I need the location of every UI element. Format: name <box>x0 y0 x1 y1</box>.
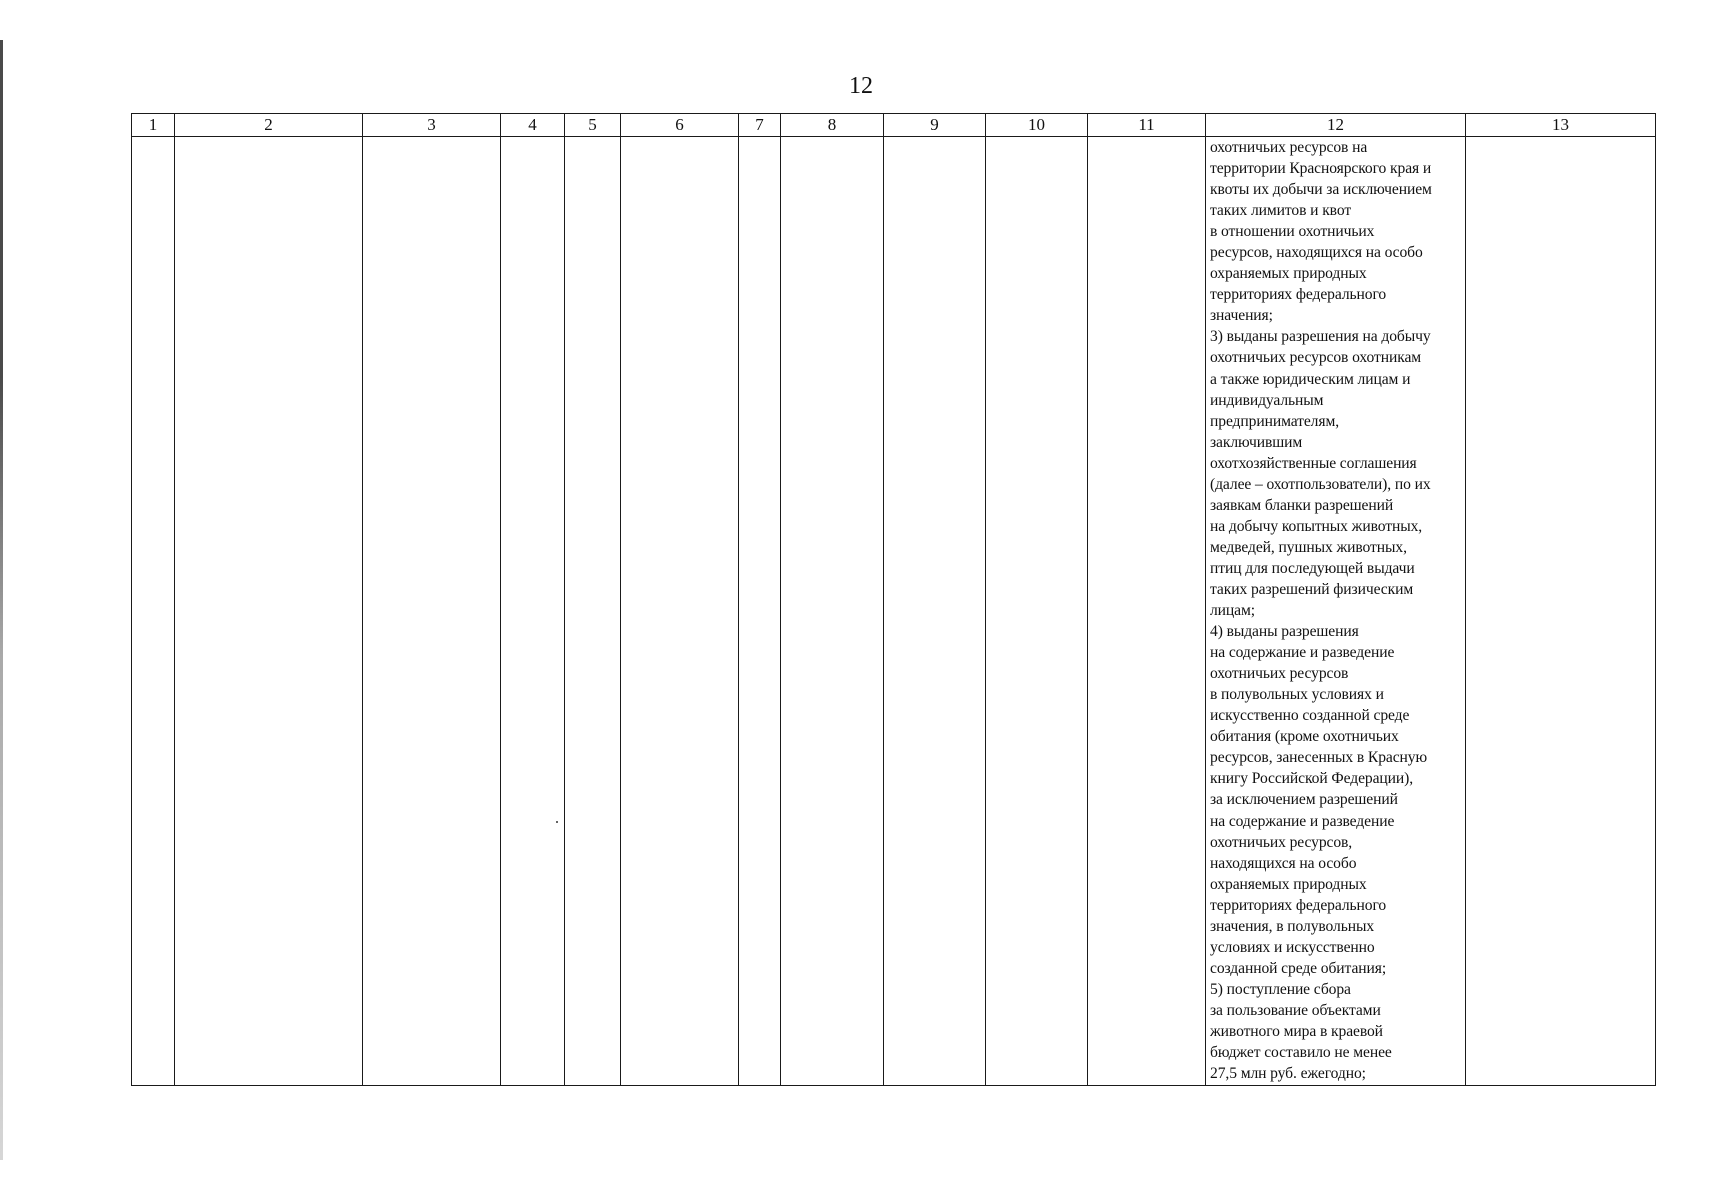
text-line: находящихся на особо <box>1210 854 1357 872</box>
text-line: охотничьих ресурсов охотникам <box>1210 349 1422 367</box>
text-line: обитания (кроме охотничьих <box>1210 728 1399 746</box>
table-cell-col-8 <box>781 137 884 1086</box>
column-header: 1 <box>132 114 175 137</box>
text-line: охотничьих ресурсов <box>1210 665 1349 683</box>
text-line: значения, в полувольных <box>1210 917 1375 935</box>
header-row <box>132 114 1656 137</box>
table-cell-col-3 <box>363 137 501 1086</box>
text-line: книгу Российской Федерации), <box>1210 770 1414 788</box>
text-line: на содержание и разведение <box>1210 644 1395 662</box>
column-header: 9 <box>884 114 986 137</box>
text-line: территориях федерального <box>1210 286 1387 304</box>
text-line: 5) поступление сбора <box>1210 980 1351 998</box>
text-line: бюджет составило не менее <box>1210 1044 1392 1062</box>
text-line: охотничьих ресурсов на <box>1210 139 1368 156</box>
text-line: а также юридическим лицам и <box>1210 370 1411 388</box>
text-line: в полувольных условиях и <box>1210 686 1384 704</box>
table-cell-col-12 <box>1206 137 1466 1086</box>
column-header: 2 <box>175 114 363 137</box>
text-line: за исключением разрешений <box>1210 791 1398 809</box>
text-line: условиях и искусственно <box>1210 938 1375 956</box>
text-line: 27,5 млн руб. ежегодно; <box>1210 1065 1366 1083</box>
column-header: 5 <box>565 114 621 137</box>
text-line: предпринимателям, <box>1210 412 1340 430</box>
column-12-text <box>1206 137 1465 1084</box>
text-line: на содержание и разведение <box>1210 812 1395 830</box>
text-line: искусственно созданной среде <box>1210 707 1410 725</box>
text-line: заключившим <box>1210 433 1303 451</box>
scan-speck <box>556 821 558 823</box>
text-line: 4) выданы разрешения <box>1210 623 1359 641</box>
table-cell-col-1 <box>132 137 175 1086</box>
text-line: лицам; <box>1210 602 1255 620</box>
text-line: охраняемых природных <box>1210 265 1367 283</box>
text-line: квоты их добычи за исключением <box>1210 181 1432 199</box>
column-header: 13 <box>1466 114 1656 137</box>
column-header: 10 <box>986 114 1088 137</box>
text-line: территориях федерального <box>1210 896 1387 914</box>
column-header: 7 <box>739 114 781 137</box>
text-line: за пользование объектами <box>1210 1001 1381 1019</box>
text-line: охраняемых природных <box>1210 875 1367 893</box>
column-header: 11 <box>1088 114 1206 137</box>
table-cell-col-2 <box>175 137 363 1086</box>
text-line: в отношении охотничьих <box>1210 223 1375 241</box>
text-line: таких разрешений физическим <box>1210 580 1414 598</box>
column-header: 8 <box>781 114 884 137</box>
table-cell-col-10 <box>986 137 1088 1086</box>
text-line: медведей, пушных животных, <box>1210 538 1407 556</box>
column-header: 12 <box>1206 114 1466 137</box>
text-line: заявкам бланки разрешений <box>1210 496 1394 514</box>
table-cell-col-11 <box>1088 137 1206 1086</box>
text-line: территории Красноярского края и <box>1210 160 1432 178</box>
page-number: 12 <box>849 73 873 99</box>
table-cell-col-5 <box>565 137 621 1086</box>
column-header: 3 <box>363 114 501 137</box>
text-line: птиц для последующей выдачи <box>1210 559 1415 577</box>
document-table <box>131 113 1656 1086</box>
table-cell-col-9 <box>884 137 986 1086</box>
text-line: ресурсов, находящихся на особо <box>1210 244 1423 262</box>
text-line: животного мира в краевой <box>1210 1022 1383 1040</box>
table-cell-col-7 <box>739 137 781 1086</box>
scan-left-edge <box>0 40 3 1160</box>
table-row <box>132 137 1656 1086</box>
text-line: 3) выданы разрешения на добычу <box>1210 328 1431 346</box>
text-line: индивидуальным <box>1210 391 1324 409</box>
column-header: 4 <box>501 114 565 137</box>
column-header: 6 <box>621 114 739 137</box>
text-line: созданной среде обитания; <box>1210 959 1387 977</box>
table-cell-col-4 <box>501 137 565 1086</box>
text-line: значения; <box>1210 307 1273 325</box>
table-cell-col-6 <box>621 137 739 1086</box>
table-cell-col-13 <box>1466 137 1656 1086</box>
text-line: на добычу копытных животных, <box>1210 517 1423 535</box>
text-line: ресурсов, занесенных в Красную <box>1210 749 1428 767</box>
text-line: охотхозяйственные соглашения <box>1210 454 1417 472</box>
text-line: охотничьих ресурсов, <box>1210 833 1353 851</box>
text-line: (далее – охотпользователи), по их <box>1210 475 1431 493</box>
text-line: таких лимитов и квот <box>1210 202 1352 220</box>
